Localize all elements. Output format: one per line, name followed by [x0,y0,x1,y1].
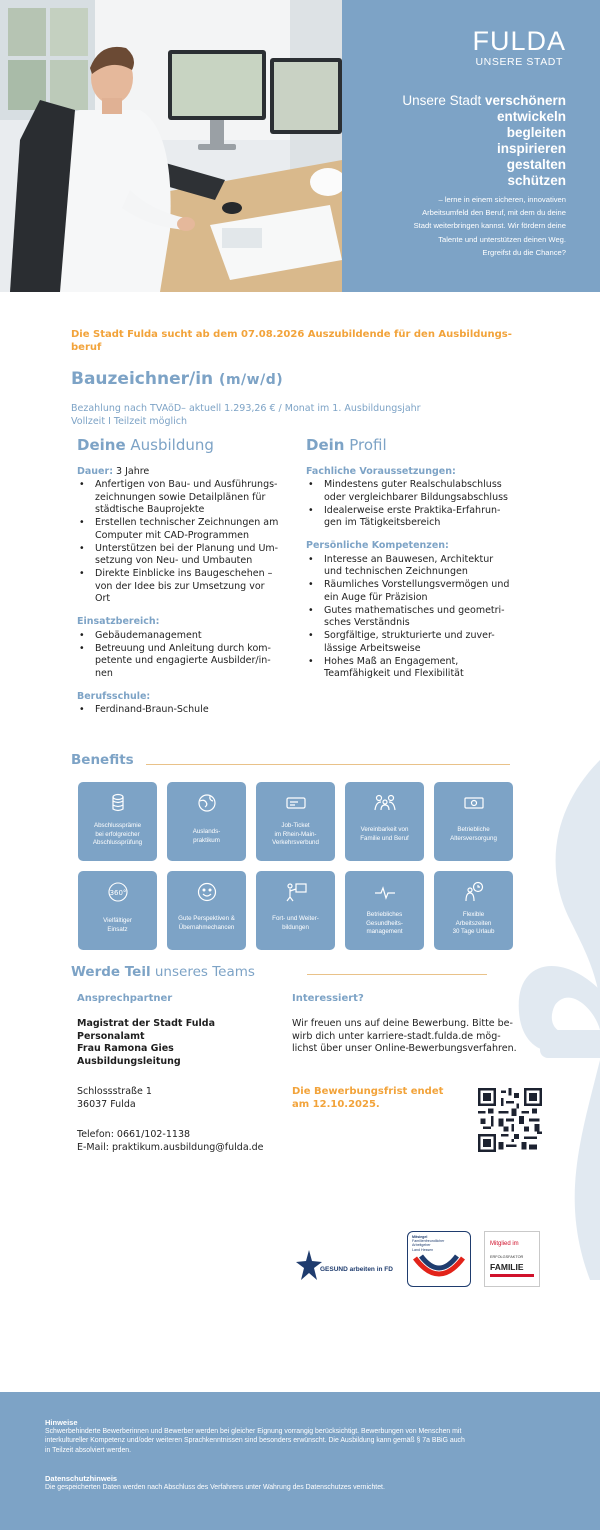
list-item: • Räumliches Vorstellungsvermögen und ein Auge für Präzision [306,579,536,604]
verb-3: begleiten [506,125,566,140]
footer-hinweise-text: Schwerbehinderte Bewerberinnen und Bewerber werden bei gleicher Eignung vorrangig berücksichtigt. Bewerbungen von Menschen mit interkultureller Kompetenz und/oder weiteren Sprachkenntnissen sind besonders erwünscht. Die Ausbildung kann gemäß § 7a BBiG auch in Teilzeit absolviert werden. [45,1428,465,1454]
fach-label: Fachliche Voraussetzungen: [306,465,456,477]
footer-datenschutz-text: Die gespeicherten Daten werden nach Abschluss des Verfahrens unter Wahrung des Datenschutzes vernichtet. [45,1484,385,1491]
intro-line: Die Stadt Fulda sucht ab dem 07.08.2026 Auszubildende für den Ausbildungs- [71,329,512,340]
list-item: • Gutes mathematisches und geometri- sches Verständnis [306,605,536,630]
hero-line: Ergreifst du die Chance? [482,247,566,257]
familienfreundlich-seal [407,1231,471,1287]
list-item: • Sorgfältige, strukturierte und zuver- lässige Arbeitsweise [306,630,536,655]
einsatz-label: Einsatzbereich: [77,616,160,627]
money-icon [463,792,485,814]
hero-line: – lerne in einem sicheren, innovativen [438,195,566,204]
hero-intro-text [356,193,566,259]
seal-emblem-icon [413,1254,465,1284]
job-title-text: Bauzeichner/in [71,369,214,389]
divider [307,974,487,975]
hero-photo [0,0,342,292]
footer-heading: Hinweise [45,1418,78,1427]
list-item: • Direkte Einblicke ins Baugeschehen – von der Idee bis zur Umsetzung vor Ort [77,568,299,606]
einsatz-list [77,630,299,681]
benefit-tile: Gute Perspektiven & Übernahmechancen [167,871,246,950]
benefit-tile: Job-Ticket im Rhein-Main- Verkehrsverbund [256,782,335,861]
list-item: • Mindestens guter Realschulabschluss oder vergleichbarer Bildungsabschluss [306,479,536,504]
pay-info [71,403,421,428]
presenter-icon [284,881,308,903]
verb-5: gestalten [506,157,566,172]
pay-line: Bezahlung nach TVAöD– aktuell 1.293,26 € / Monat im 1. Ausbildungsjahr [71,403,421,414]
schule-list [77,704,299,717]
benefit-tile: Betriebliche Altersversorgung [434,782,513,861]
heartbeat-icon [373,881,397,903]
star-figure-icon [296,1250,322,1284]
seal-text: Mitsiegel Familienfreundlicher Arbeitgeber Land Hessen [412,1235,445,1252]
familie-line: Mitglied im [490,1241,519,1247]
list-item: • Idealerweise erste Praktika-Erfahrun- gen im Tätigkeitsbereich [306,505,536,530]
smiley-icon [196,881,218,903]
working-time: Vollzeit I Teilzeit möglich [71,415,188,427]
divider [146,764,510,765]
hero-panel [342,0,600,292]
fulda-logo [472,27,566,68]
footer-heading: Datenschutzhinweis [45,1474,118,1483]
contact-phone-email [77,1129,264,1154]
list-item: • Hohes Maß an Engagement, Teamfähigkeit und Flexibilität [306,656,536,681]
benefit-tile: Vereinbarkeit von Familie und Beruf [345,782,424,861]
coins-icon [107,792,129,814]
list-item: • Betreuung und Anleitung durch kom- petente und engagierte Ausbilder/in- nen [77,643,299,681]
list-item: • Interesse an Bauwesen, Architektur und technischen Zeichnungen [306,554,536,579]
list-item: • Unterstützen bei der Planung und Um- setzung von Neu- und Umbauten [77,543,299,568]
benefits-heading: Benefits [71,752,134,768]
deadline: Die Bewerbungsfrist endet am 12.10.2025. [292,1086,444,1110]
clock-person-icon [463,881,485,903]
hero-line: Talente und unterstützen deinen Weg. [438,234,566,244]
360-icon [106,881,130,903]
ticket-icon [285,792,307,814]
verb-4: inspirieren [496,141,566,156]
ausbildung-heading [77,436,299,454]
fach-list [306,479,536,530]
benefit-tile: Auslands- praktikum [167,782,246,861]
list-item: • Erstellen technischer Zeichnungen am Computer mit CAD-Programmen [77,517,299,542]
list-item: • Ferdinand-Braun-Schule [77,704,299,717]
heading-rest: Profil [344,436,387,454]
verb-1: verschönern [484,93,566,108]
hero-banner [0,0,600,292]
svg-text:360°: 360° [109,889,126,897]
familie-line: ERFOLGSFAKTOR [490,1255,524,1259]
intro-line: beruf [71,342,102,353]
familie-bar [490,1274,534,1277]
tasks-list [77,479,299,606]
interest-text: Wir freuen uns auf deine Bewerbung. Bitte be- wirb dich unter karriere-stadt.fulda.de mög- lichst über unser Online-Bewerbungsverfahren. [292,1018,517,1054]
duration-label: Dauer: [77,465,113,477]
profil-column [306,436,536,681]
ausbildung-column [77,436,299,717]
duration-value: 3 Jahre [113,465,150,477]
team-heading: Werde Teil unseres Teams [71,964,255,980]
verb-2: entwickeln [496,109,566,124]
heading-rest: Ausbildung [125,436,214,454]
footer [0,1392,600,1530]
heading-bold: Deine [77,436,126,454]
list-item: • Anfertigen von Bau- und Ausführungs- zeichnungen sowie Detailplänen für städtische Bauprojekte [77,479,299,517]
logo-subtitle: UNSERE STADT [475,56,563,68]
heading-bold: Dein [306,436,345,454]
benefit-tile: Flexible Arbeitszeiten 30 Tage Urlaub [434,871,513,950]
contact-address: Schlossstraße 1 36037 Fulda [77,1086,152,1110]
job-title-suffix: (m/w/d) [219,372,284,388]
globe-icon [196,792,218,814]
logo-word: FULDA [472,26,566,56]
job-title [71,369,283,389]
verbs-lead: Unsere Stadt [402,93,485,108]
benefit-tile: Betriebliches Gesundheits- management [345,871,424,950]
gesund-text: GESUND arbeiten in FD [320,1266,393,1273]
contact-email[interactable]: E-Mail: praktikum.ausbildung@fulda.de [77,1141,264,1153]
profil-heading [306,436,536,454]
hero-line: Arbeitsumfeld den Beruf, mit dem du deine [422,208,566,218]
erfolgsfaktor-familie-logo [484,1231,540,1287]
hero-line: Stadt weiterbringen kannst. Wir fördern deine [413,221,566,231]
qr-code[interactable] [478,1088,542,1152]
gesund-arbeiten-logo [296,1248,400,1288]
verb-6: schützen [507,173,566,188]
benefit-tile: 360° Vielfältiger Einsatz [78,871,157,950]
benefit-tile: Abschlussprämie bei erfolgreicher Abschlussprüfung [78,782,157,861]
benefit-tile: Fort- und Weiter- bildungen [256,871,335,950]
list-item: • Gebäudemanagement [77,630,299,643]
pers-list [306,554,536,681]
interest-label: Interessiert? [292,993,364,1004]
verbs-block [402,92,566,189]
intro-announcement [71,328,531,354]
pers-label: Persönliche Kompetenzen: [306,540,449,551]
family-icon [373,792,397,814]
berufsschule-label: Berufsschule: [77,690,151,702]
contact-org: Magistrat der Stadt Fulda Personalamt Frau Ramona Gies Ausbildungsleitung [77,1018,215,1067]
contact-label: Ansprechpartner [77,993,173,1004]
contact-phone: Telefon: 0661/102-1138 [77,1129,191,1140]
familie-line: FAMILIE [490,1262,524,1272]
